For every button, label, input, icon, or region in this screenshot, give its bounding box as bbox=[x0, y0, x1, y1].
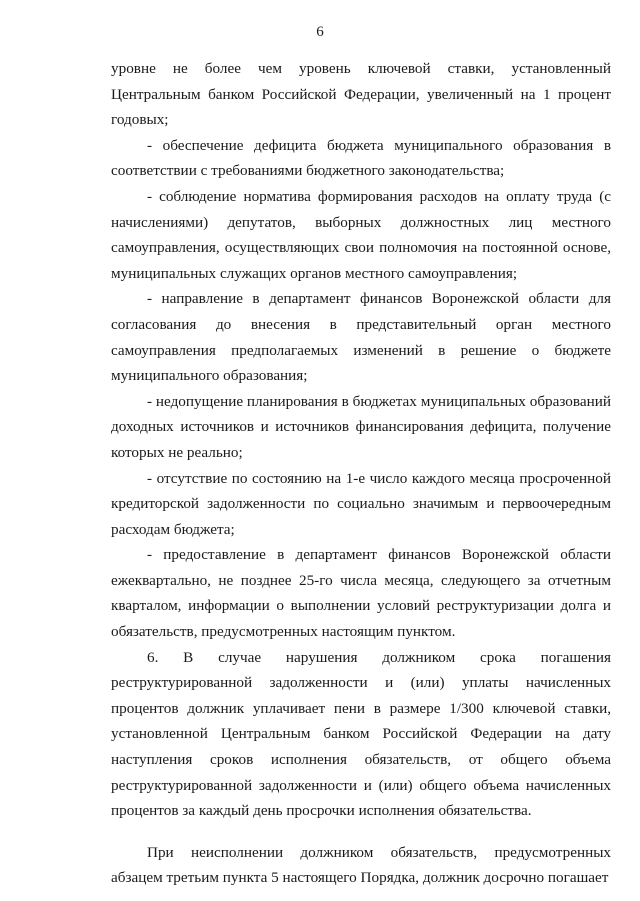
document-body bbox=[111, 56, 611, 891]
page-number: 6 bbox=[316, 24, 324, 40]
paragraph-budget-approval: - направление в департамент финансов Воронежской области для согласования до внесения в представительный орган местного самоуправления предполагаемых изменений в решение о бюджете муниципального образования; bbox=[111, 290, 611, 385]
paragraph-deficit-coverage: - обеспечение дефицита бюджета муниципального образования в соответствии с требованиями бюджетного законодательства; bbox=[111, 136, 611, 180]
paragraph-overdue-payables: - отсутствие по состоянию на 1-е число каждого месяца просроченной кредиторской задолженности по социально значимым и первоочередным расходам бюджета; bbox=[111, 469, 611, 538]
paragraph-unrealistic-revenue: - недопущение планирования в бюджетах муниципальных образований доходных источников и источников финансирования дефицита, получение которых не реально; bbox=[111, 392, 611, 461]
paragraph-early-repayment: При неисполнении должником обязательств, предусмотренных абзацем третьим пункта 5 настоящего Порядка, должник досрочно погашает bbox=[111, 843, 611, 887]
paragraph-key-rate-continuation: уровне не более чем уровень ключевой ставки, установленный Центральным банком Российской Федерации, увеличенный на 1 процент годовых; bbox=[111, 60, 611, 129]
paragraph-payroll-norm: - соблюдение норматива формирования расходов на оплату труда (с начислениями) депутатов, выборных должностных лиц местного самоуправления, осуществляющих свои полномочия на постоянной основе, муниципальных служащих органов местного самоуправления; bbox=[111, 187, 611, 282]
paragraph-quarterly-report: - предоставление в департамент финансов Воронежской области ежеквартально, не позднее 25-го числа месяца, следующего за отчетным кварталом, информации о выполнении условий реструктуризации долга и обязательств, предусмотренных настоящим пунктом. bbox=[111, 546, 611, 641]
paragraph-item-6-penalty: 6. В случае нарушения должником срока погашения реструктурированной задолженности и (или) уплаты начисленных процентов должник уплачивает пени в размере 1/300 ключевой ставки, установленной Центральным банком Российской Федерации на дату наступления сроков исполнения обязательств, от общего объема реструктурированной задолженности и (или) общего объема начисленных процентов за каждый день просрочки исполнения обязательства. bbox=[111, 648, 611, 820]
paragraph-spacer bbox=[111, 824, 611, 840]
